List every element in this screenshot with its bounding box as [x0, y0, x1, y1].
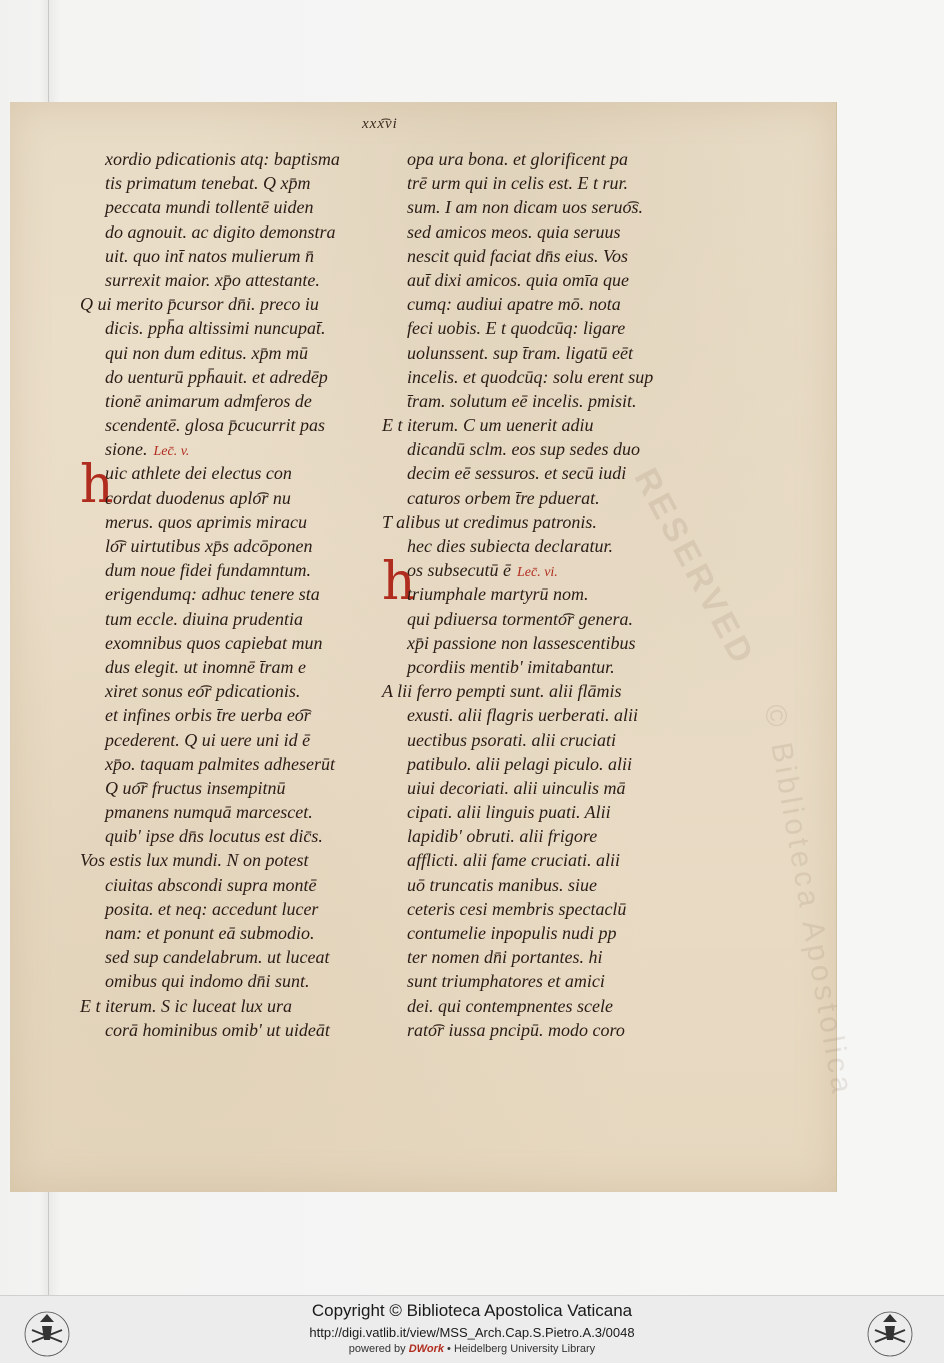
line-text: t̄ram. solutum eē incelis. pmisit.	[407, 390, 637, 411]
manuscript-line	[80, 848, 385, 872]
manuscript-line	[407, 341, 692, 365]
line-text: incelis. et quodcūq: solu erent sup	[407, 366, 654, 387]
line-text: aut̄ dixi amicos. quia omīa que	[407, 269, 629, 290]
manuscript-line	[407, 969, 692, 993]
manuscript-line	[105, 752, 385, 776]
line-text: dus elegit. ut inomnē t̄ram e	[105, 656, 306, 677]
manuscript-line	[105, 171, 385, 195]
manuscript-line	[105, 486, 385, 510]
manuscript-line	[105, 195, 385, 219]
line-text: sed amicos meos. quia seruus	[407, 221, 621, 242]
line-text: sed sup candelabrum. ut luceat	[105, 947, 330, 968]
line-text: pmanens numquā marcescet.	[105, 802, 313, 823]
manuscript-line	[407, 897, 692, 921]
manuscript-line	[407, 728, 692, 752]
manuscript-line	[105, 244, 385, 268]
manuscript-line	[382, 679, 692, 703]
manuscript-line	[407, 582, 692, 606]
line-text: contumelie inpopulis nudi pp	[407, 923, 617, 943]
line-text: cordat duodenus aplo͡r nu	[105, 487, 291, 508]
line-text: tionē animarum admferos de	[105, 390, 312, 411]
manuscript-line	[105, 316, 385, 340]
manuscript-line	[407, 994, 692, 1018]
line-text: dicandū sclm. eos sup sedes duo	[407, 439, 640, 460]
manuscript-line	[105, 800, 385, 824]
line-text: uic athlete dei electus con	[105, 463, 292, 484]
line-text: et infines orbis t̄re uerba eo͡r	[105, 705, 311, 726]
line-text: merus. quos aprimis miracu	[105, 511, 308, 532]
line-text: peccata mundi tollentē uiden	[105, 197, 314, 218]
line-text: afflicti. alii fame cruciati. alii	[407, 850, 620, 871]
line-text: exusti. alii flagris uerberati. alii	[407, 705, 638, 726]
line-text: uō truncatis manibus. siue	[407, 874, 598, 895]
line-text: dicis. pph̄a altissimi nuncupat̄.	[105, 318, 326, 339]
manuscript-line	[407, 316, 692, 340]
manuscript-line	[407, 945, 692, 969]
manuscript-line	[105, 220, 385, 244]
line-text: xp̄i passione non lassescentibus	[407, 632, 636, 653]
manuscript-line	[407, 655, 692, 679]
manuscript-line	[105, 824, 385, 848]
powered-suffix: • Heidelberg University Library	[447, 1343, 596, 1355]
line-text: sunt triumphatores et amici	[407, 971, 605, 992]
manuscript-line	[105, 389, 385, 413]
manuscript-line	[105, 897, 385, 921]
manuscript-line	[382, 510, 692, 534]
manuscript-line	[105, 413, 385, 437]
decorated-initial: h	[382, 552, 416, 613]
manuscript-line	[105, 969, 385, 993]
manuscript-line	[407, 461, 692, 485]
watermark-reserved: RESERVED	[626, 462, 763, 673]
manuscript-line	[105, 607, 385, 631]
line-text: dei. qui contempnentes scele	[407, 995, 613, 1016]
line-text: cipati. alii linguis puati. Alii	[407, 802, 611, 823]
manuscript-line	[105, 147, 385, 171]
manuscript-line	[407, 268, 692, 292]
line-text: lapidib' obruti. alii frigore	[407, 826, 598, 847]
line-text: do uenturū pph̄auit. et adredēp	[105, 366, 328, 387]
line-text: Q ui merito p̄cursor dn̄i. preco iu	[80, 294, 319, 315]
manuscript-line	[407, 703, 692, 727]
manuscript-line	[407, 389, 692, 413]
line-text: xp̄o. taquam palmites adheserūt	[105, 753, 335, 774]
manuscript-line	[105, 945, 385, 969]
manuscript-line	[407, 486, 692, 510]
manuscript-line	[407, 220, 692, 244]
line-text: pcordiis mentib' imitabantur.	[407, 656, 615, 677]
watermark-library: © Biblioteca Apostolica	[757, 702, 860, 1100]
manuscript-line	[407, 195, 692, 219]
manuscript-line	[105, 534, 385, 558]
copyright-text: Copyright © Biblioteca Apostolica Vaticana	[311, 1301, 633, 1320]
line-text: omibus qui indomo dn̄i sunt.	[105, 971, 310, 992]
line-text: Q uo͡r fructus insempitnū	[105, 777, 286, 798]
lection-rubric: Lec̄. vi.	[516, 565, 558, 581]
manuscript-line	[407, 848, 692, 872]
manuscript-line	[407, 631, 692, 655]
manuscript-line	[407, 292, 692, 316]
line-text: triumphale martyrū nom.	[407, 584, 589, 605]
line-text: decim eē sessuros. et secū iudi	[407, 463, 627, 484]
manuscript-line	[105, 510, 385, 534]
manuscript-line	[382, 413, 692, 437]
manuscript-line	[407, 921, 692, 945]
manuscript-line	[407, 171, 692, 195]
line-text: ciuitas abscondi supra montē	[105, 874, 317, 895]
lection-rubric: Lec̄. v.	[153, 444, 190, 460]
manuscript-line	[407, 147, 692, 171]
line-text: trē urm qui in celis est. E t rur.	[407, 173, 628, 194]
manuscript-line	[105, 437, 385, 461]
manuscript-line	[407, 776, 692, 800]
line-text: tum eccle. diuina prudentia	[105, 608, 303, 629]
line-text: qui non dum editus. xp̄m mū	[105, 342, 308, 363]
line-text: quib' ipse dn̄s locutus est dic̄s.	[105, 826, 323, 847]
line-text: nam: et ponunt eā submodio.	[105, 923, 315, 943]
manuscript-line	[407, 534, 692, 558]
line-text: caturos orbem t̄re pduerat.	[407, 487, 600, 508]
manuscript-line	[105, 365, 385, 389]
manuscript-folio	[10, 102, 860, 1192]
line-text: erigendumq: adhuc tenere sta	[105, 584, 320, 605]
line-text: cumq: audiui apatre mō. nota	[407, 294, 621, 315]
line-text: dum noue fidei fundamntum.	[105, 560, 311, 581]
manuscript-line	[80, 994, 385, 1018]
line-text: sum. I am non dicam uos seruo͡s.	[407, 197, 643, 218]
folio-number: xxx͡vi	[362, 116, 398, 132]
line-text: surrexit maior. xp̄o attestante.	[105, 269, 320, 290]
line-text: feci uobis. E t quodcūq: ligare	[407, 318, 626, 339]
line-text: ceteris cesi membris spectaclū	[407, 898, 627, 919]
manuscript-line	[105, 341, 385, 365]
manuscript-line	[105, 558, 385, 582]
powered-prefix: powered by	[348, 1343, 406, 1355]
line-text: ter nomen dn̄i portantes. hi	[407, 947, 603, 968]
line-text: uolunssent. sup t̄ram. ligatū eēt	[407, 342, 633, 363]
manuscript-line	[105, 1018, 385, 1042]
line-text: scendentē. glosa p̄cucurrit pas	[105, 415, 325, 436]
line-text: do agnouit. ac digito demonstra	[105, 221, 336, 242]
line-text: patibulo. alii pelagi piculo. alii	[407, 753, 632, 774]
line-text: uit. quo int̄ natos mulierum n̄	[105, 245, 315, 266]
line-text: hec dies subiecta declaratur.	[407, 536, 613, 556]
manuscript-line	[407, 437, 692, 461]
library-seal-right-icon	[845, 1304, 935, 1360]
line-text: rato͡r iussa pncipū. modo coro	[407, 1019, 625, 1040]
manuscript-line	[407, 800, 692, 824]
line-text: corā hominibus omib' ut uideāt	[105, 1019, 330, 1040]
line-text: opa ura bona. et glorificent pa	[407, 149, 628, 169]
manuscript-line	[105, 921, 385, 945]
line-text: qui pdiuersa tormento͡r genera.	[407, 608, 633, 629]
source-url[interactable]: http://digi.vatlib.it/view/MSS_Arch.Cap.S.Pietro.A.3/0048	[309, 1325, 635, 1340]
line-text: exomnibus quos capiebat mun	[105, 632, 323, 653]
manuscript-line	[407, 873, 692, 897]
line-text: xordio pdicationis atq: baptisma	[105, 149, 340, 169]
line-text: tis primatum tenebat. Q xp̄m	[105, 173, 311, 194]
manuscript-line	[407, 824, 692, 848]
line-text: sione.	[105, 439, 148, 460]
line-text: uectibus psorati. alii cruciati	[407, 729, 616, 750]
line-text: uiui decoriati. alii uinculis mā	[407, 777, 626, 798]
copyright-footer	[0, 1295, 944, 1363]
line-text: T alibus ut credimus patronis.	[382, 511, 597, 532]
line-text: xiret sonus eo͡r pdicationis.	[105, 681, 301, 702]
manuscript-line	[105, 679, 385, 703]
manuscript-line	[80, 292, 385, 316]
line-text: E t iterum. S ic luceat lux ura	[80, 995, 292, 1016]
manuscript-line	[407, 365, 692, 389]
manuscript-line	[105, 873, 385, 897]
left-text-column	[80, 147, 385, 1042]
manuscript-line	[105, 268, 385, 292]
manuscript-line	[105, 582, 385, 606]
dwork-link[interactable]: DWork	[408, 1343, 444, 1355]
right-text-column	[382, 147, 692, 1042]
line-text: Vos estis lux mundi. N on potest	[80, 850, 309, 871]
line-text: pcederent. Q ui uere uni id ē	[105, 729, 311, 750]
manuscript-line	[105, 776, 385, 800]
line-text: lo͡r uirtutibus xp̄s adcōponen	[105, 536, 313, 556]
decorated-initial: h	[80, 455, 114, 516]
manuscript-line	[105, 631, 385, 655]
manuscript-line	[105, 655, 385, 679]
line-text: posita. et neq: accedunt lucer	[105, 898, 319, 919]
manuscript-line	[407, 1018, 692, 1042]
line-text: os subsecutū ē	[407, 560, 511, 581]
line-text: A lii ferro pempti sunt. alii flāmis	[382, 681, 622, 702]
manuscript-line	[105, 728, 385, 752]
manuscript-line	[105, 703, 385, 727]
manuscript-line	[407, 752, 692, 776]
line-text: E t iterum. C um uenerit adiu	[382, 415, 594, 436]
manuscript-line	[407, 607, 692, 631]
line-text: nescit quid faciat dn̄s eius. Vos	[407, 245, 628, 266]
manuscript-line	[407, 244, 692, 268]
powered-by	[0, 1343, 944, 1355]
